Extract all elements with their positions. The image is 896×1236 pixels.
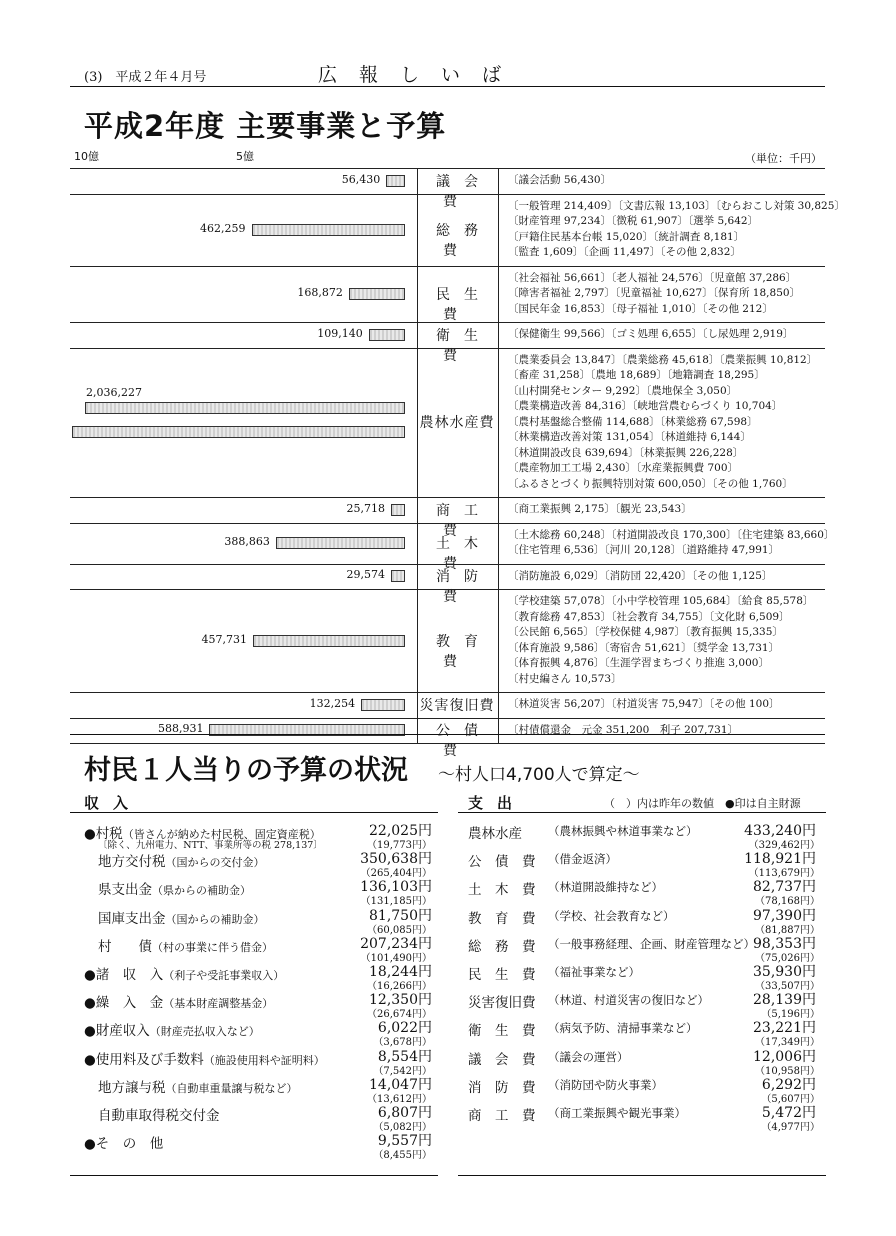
budget-detail-line: 〔障害者福祉 2,797〕〔児童福祉 10,627〕〔保育所 18,850〕 (508, 287, 801, 299)
expense-prev: （33,507円） (755, 981, 820, 992)
expense-desc: （林道開設維持など） (548, 880, 663, 895)
budget-detail-line: 〔林道災害 56,207〕〔村道災害 75,947〕〔その他 100〕 (508, 698, 780, 710)
own-revenue-mark: ● (84, 1023, 96, 1040)
expense-prev: （81,887円） (755, 924, 820, 936)
row-line (70, 692, 825, 693)
budget-bar (386, 175, 405, 187)
col-line (417, 168, 418, 743)
expense-amount: 35,930円 (753, 964, 816, 980)
income-item (84, 991, 273, 1011)
expense-bottom-rule (458, 1175, 826, 1176)
budget-category: 災害復旧費 (419, 697, 495, 714)
income-prev: （265,404円） (360, 868, 432, 880)
income-item (98, 850, 265, 870)
income-name: 諸 収 入 (95, 967, 164, 983)
scale-mid-label: 5億 (236, 150, 254, 163)
budget-amount: 2,036,227 (86, 386, 142, 400)
income-name: 繰 入 金 (95, 995, 164, 1012)
income-amount: 14,047円 (369, 1076, 432, 1093)
expense-amount: 82,737円 (753, 879, 816, 896)
expense-amount: 98,353円 (753, 935, 816, 952)
expense-desc: （議会の運営） (548, 1049, 629, 1064)
budget-detail-line: 〔農村基盤総合整備 114,688〕〔林業総務 67,598〕 (508, 415, 758, 428)
row-line (70, 348, 825, 349)
income-item (84, 1132, 163, 1152)
expense-name: 商 工 費 (468, 1108, 536, 1124)
budget-title: 平成2年度 主要事業と予算 (84, 109, 447, 143)
budget-amount: 168,872 (297, 285, 343, 299)
header-rule (70, 86, 825, 87)
budget-detail-line: 〔体育振興 4,876〕〔生涯学習まちづくり推進 3,000〕 (508, 657, 769, 669)
income-prev: （13,612円） (367, 1093, 432, 1105)
issue-label: (3) 平成２年４月号 (84, 70, 207, 85)
budget-detail-line: 〔一般管理 214,409〕〔文書広報 13,103〕〔むらおこし対策 30,825〕 (508, 199, 845, 212)
budget-details (508, 199, 845, 261)
budget-detail-line: 〔体育施設 9,586〕〔寄宿舎 51,621〕〔奨学金 13,731〕 (508, 641, 780, 654)
own-revenue-mark: ● (84, 995, 96, 1012)
income-name: そ の 他 (95, 1136, 164, 1153)
expense-name: 総 務 費 (468, 938, 536, 955)
own-revenue-mark: ● (84, 826, 96, 842)
budget-bar (72, 426, 405, 438)
budget-amount: 462,259 (200, 221, 246, 235)
budget-category: 商工費 (436, 502, 492, 539)
budget-category: 教育費 (436, 633, 492, 670)
income-note: （村の事業に伴う借金） (152, 940, 273, 954)
own-revenue-mark: ● (84, 1051, 96, 1068)
income-note: （財産売払収入など） (149, 1025, 260, 1039)
expense-desc: （病気予防、清掃事業など） (548, 1021, 698, 1036)
income-name: 自動車取得税交付金 (98, 1108, 220, 1124)
budget-bar (391, 570, 405, 582)
income-name: 村 債 (98, 938, 152, 955)
budget-amount: 56,430 (341, 172, 381, 186)
row-line (70, 743, 825, 744)
expense-prev: （5,607円） (761, 1093, 820, 1105)
budget-category: 衛生費 (436, 327, 492, 364)
budget-category: 消防費 (436, 569, 492, 606)
expense-prev: （17,349円） (755, 1037, 820, 1049)
budget-bar (85, 402, 405, 414)
budget-category: 土木費 (436, 536, 492, 572)
income-prev: （8,455円） (373, 1150, 432, 1162)
budget-category: 民生費 (436, 286, 492, 323)
budget-amount: 388,863 (224, 535, 270, 548)
budget-detail-line: 〔山村開発センター 9,292〕〔農地保全 3,050〕 (508, 384, 738, 397)
income-prev: （19,773円） (367, 840, 432, 851)
expense-desc: （福祉事業など） (548, 965, 640, 979)
income-amount: 12,350円 (369, 992, 432, 1009)
income-item (98, 907, 265, 927)
row-line (70, 194, 825, 195)
budget-detail-line: 〔監査 1,609〕〔企画 11,497〕〔その他 2,832〕 (508, 246, 741, 258)
expense-prev: （113,679円） (748, 868, 820, 880)
expense-amount: 433,240円 (744, 823, 816, 839)
income-amount: 6,022円 (377, 1020, 432, 1037)
expense-amount: 28,139円 (753, 992, 816, 1009)
budget-detail-line: 〔学校建築 57,078〕〔小中学校管理 105,684〕〔給食 85,578〕 (508, 595, 814, 607)
income-prev: （131,185円） (360, 896, 432, 908)
budget-detail-line: 〔教育総務 47,853〕〔社会教育 34,755〕〔文化財 6,509〕 (508, 610, 790, 623)
budget-detail-line: 〔商工業振興 2,175〕〔観光 23,543〕 (508, 503, 692, 515)
income-bottom-rule (70, 1175, 438, 1176)
income-prev: （16,266円） (367, 981, 432, 992)
income-note2: 〔除く、九州電力、NTT、事業所等の税 278,137〕 (98, 840, 323, 851)
budget-category: 総務費 (436, 222, 492, 259)
expense-desc: （商工業振興や観光事業） (548, 1106, 686, 1120)
expense-name: 災害復旧費 (468, 995, 536, 1012)
income-note: （利子や受託事業収入） (163, 969, 285, 982)
row-line (70, 497, 825, 498)
expense-name: 消 防 費 (468, 1079, 536, 1096)
income-name: 地方交付税 (98, 854, 166, 871)
budget-bar (349, 288, 405, 300)
budget-details (508, 502, 826, 518)
budget-bar (369, 329, 405, 341)
expense-prev: （10,958円） (755, 1065, 820, 1077)
budget-detail-line: 〔住宅管理 6,536〕〔河川 20,128〕〔道路維持 47,991〕 (508, 544, 780, 556)
budget-bar (361, 699, 405, 711)
budget-details (508, 353, 826, 493)
expense-name: 衛 生 費 (468, 1023, 536, 1040)
expense-name: 教 育 費 (468, 910, 536, 927)
expense-prev: （329,462円） (748, 840, 820, 851)
income-amount: 207,234円 (360, 935, 432, 952)
income-amount: 22,025円 (369, 823, 432, 839)
budget-detail-line: 〔財産管理 97,234〕〔徴税 61,907〕〔選挙 5,642〕 (508, 215, 759, 227)
budget-detail-line: 〔戸籍住民基本台帳 15,020〕〔統計調査 8,181〕 (508, 230, 745, 243)
income-note: （国からの補助金） (165, 912, 265, 926)
budget-details (508, 327, 826, 343)
expense-prev: （4,977円） (761, 1122, 820, 1133)
budget-detail-line: 〔社会福祉 56,661〕〔老人福祉 24,576〕〔児童館 37,286〕 (508, 271, 797, 284)
per-capita-title: 村民１人当りの予算の状況 (84, 755, 408, 786)
income-header: 収入 (84, 794, 143, 812)
budget-details (508, 723, 826, 739)
own-revenue-mark: ● (84, 967, 96, 983)
expense-desc: （一般事務経理、企画、財産管理など） (548, 936, 755, 951)
row-line (70, 266, 825, 267)
income-prev: （60,085円） (367, 924, 432, 936)
budget-detail-line: 〔保健衛生 99,566〕〔ゴミ処理 6,655〕〔し尿処理 2,919〕 (508, 328, 794, 340)
income-prev: （5,082円） (373, 1122, 432, 1133)
income-amount: 6,807円 (377, 1105, 432, 1121)
income-amount: 18,244円 (369, 964, 432, 980)
income-prev: （101,490円） (360, 952, 432, 964)
income-item (84, 1019, 260, 1039)
expense-amount: 5,472円 (761, 1105, 816, 1121)
scale-left-label: 10億 (74, 150, 99, 163)
budget-bar (252, 224, 405, 236)
income-note: （県からの補助金） (152, 884, 251, 898)
budget-bar (253, 635, 405, 647)
income-amount: 8,554円 (377, 1048, 432, 1065)
newsletter-title: 広報しいば (318, 64, 524, 86)
income-item (98, 878, 251, 898)
budget-detail-line: 〔村債償還金 元金 351,200 利子 207,731〕 (508, 723, 739, 736)
expense-amount: 118,921円 (744, 851, 816, 868)
expense-desc: （学校、社会教育など） (548, 908, 675, 923)
income-name: 使用料及び手数料 (95, 1051, 204, 1068)
expense-prev: （78,168円） (755, 896, 820, 908)
income-prev: （3,678円） (373, 1037, 432, 1049)
budget-detail-line: 〔畜産 31,258〕〔農地 18,689〕〔地籍調査 18,295〕 (508, 369, 765, 381)
row-line (70, 718, 825, 719)
budget-detail-line: 〔土木総務 60,248〕〔村道開設改良 170,300〕〔住宅建築 83,660〕 (508, 528, 835, 541)
expense-prev: （75,026円） (755, 952, 820, 964)
budget-details (508, 528, 835, 559)
budget-detail-line: 〔農業構造改善 84,316〕〔峡地営農むらづくり 10,704〕 (508, 400, 783, 412)
income-item (98, 935, 273, 955)
budget-details (508, 569, 826, 585)
income-name: 国庫支出金 (98, 910, 166, 927)
unit-label: （単位：千円） (745, 152, 822, 165)
budget-amount: 109,140 (317, 326, 363, 340)
budget-bar (391, 504, 405, 516)
expense-name: 民 生 費 (468, 967, 536, 983)
expense-header: 支出 (468, 794, 527, 812)
budget-detail-line: 〔消防施設 6,029〕〔消防団 22,420〕〔その他 1,125〕 (508, 569, 773, 582)
budget-detail-line: 〔林道開設改良 639,694〕〔林業振興 226,228〕 (508, 446, 744, 459)
section-rule (70, 734, 825, 735)
expense-name: 農林水産 (468, 826, 522, 842)
budget-bar (276, 537, 405, 549)
expense-name: 議 会 費 (468, 1051, 536, 1068)
income-prev: （26,674円） (367, 1009, 432, 1021)
own-revenue-mark: ● (84, 1136, 96, 1153)
budget-amount: 29,574 (346, 568, 385, 582)
budget-detail-line: 〔国民年金 16,853〕〔母子福祉 1,010〕〔その他 212〕 (508, 302, 773, 315)
budget-category: 公債費 (436, 723, 492, 760)
expense-rule (458, 812, 826, 813)
expense-amount: 6,292円 (761, 1076, 816, 1093)
income-note: （基本財産調整基金） (163, 997, 274, 1011)
budget-details (508, 271, 826, 318)
income-note: （自動車重量譲与税など） (165, 1081, 298, 1095)
income-amount: 136,103円 (360, 879, 432, 896)
row-line (70, 589, 825, 590)
expense-name: 公 債 費 (468, 854, 536, 871)
income-amount: 350,638円 (360, 851, 432, 868)
budget-details (508, 594, 826, 687)
expense-name: 土 木 費 (468, 882, 536, 899)
expense-desc: （借金返済） (548, 852, 617, 867)
budget-category: 議会費 (436, 173, 492, 210)
income-amount: 9,557円 (377, 1133, 432, 1150)
budget-detail-line: 〔村史編さん 10,573〕 (508, 672, 622, 685)
income-item (98, 1076, 298, 1096)
budget-amount: 457,731 (201, 632, 248, 646)
budget-detail-line: 〔議会活動 56,430〕 (508, 174, 612, 186)
expense-amount: 23,221円 (753, 1020, 816, 1037)
income-name: 村税 (95, 826, 123, 842)
budget-details (508, 173, 826, 189)
budget-detail-line: 〔公民館 6,565〕〔学校保健 4,987〕〔教育振興 15,335〕 (508, 626, 783, 638)
col-line (498, 168, 499, 743)
income-note: （皆さんが納めた村民税、固定資産税） (122, 828, 321, 841)
per-capita-subtitle: ～村人口4,700人で算定～ (438, 765, 640, 785)
row-line (70, 523, 825, 524)
expense-amount: 97,390円 (753, 907, 816, 924)
budget-amount: 588,931 (157, 722, 204, 736)
income-note: （国からの交付金） (165, 856, 265, 870)
income-item (84, 963, 284, 983)
income-item (98, 1104, 220, 1124)
income-rule (70, 812, 438, 813)
budget-detail-line: 〔農業委員会 13,847〕〔農業総務 45,618〕〔農業振興 10,812〕 (508, 353, 818, 366)
budget-detail-line: 〔ふるさとづくり振興特別対策 600,050〕〔その他 1,760〕 (508, 477, 793, 490)
expense-desc: （農林振興や林道事業など） (548, 824, 698, 838)
income-amount: 81,750円 (369, 907, 432, 924)
row-top-line (70, 168, 825, 169)
row-line (70, 322, 825, 323)
income-prev: （7,542円） (373, 1065, 432, 1077)
expense-prev: （5,196円） (761, 1009, 820, 1021)
budget-amount: 132,254 (309, 696, 356, 710)
budget-detail-line: 〔林業構造改善対策 131,054〕〔林道維持 6,144〕 (508, 431, 751, 443)
legend-note: （ ）内は昨年の数値 ●印は自主財源 (604, 797, 801, 810)
expense-amount: 12,006円 (753, 1048, 816, 1065)
budget-details (508, 697, 826, 713)
income-name: 地方譲与税 (98, 1079, 166, 1096)
income-note: （施設使用料や証明料） (203, 1053, 325, 1067)
budget-category: 農林水産費 (419, 415, 495, 432)
income-item (84, 1048, 325, 1068)
row-line (70, 564, 825, 565)
income-name: 県支出金 (98, 882, 152, 899)
expense-desc: （消防団や防火事業） (548, 1077, 663, 1092)
expense-desc: （林道、村道災害の復旧など） (548, 993, 709, 1008)
income-name: 財産収入 (95, 1023, 150, 1040)
budget-amount: 25,718 (346, 501, 385, 515)
budget-detail-line: 〔農産物加工工場 2,430〕〔水産業振興費 700〕 (508, 462, 739, 474)
